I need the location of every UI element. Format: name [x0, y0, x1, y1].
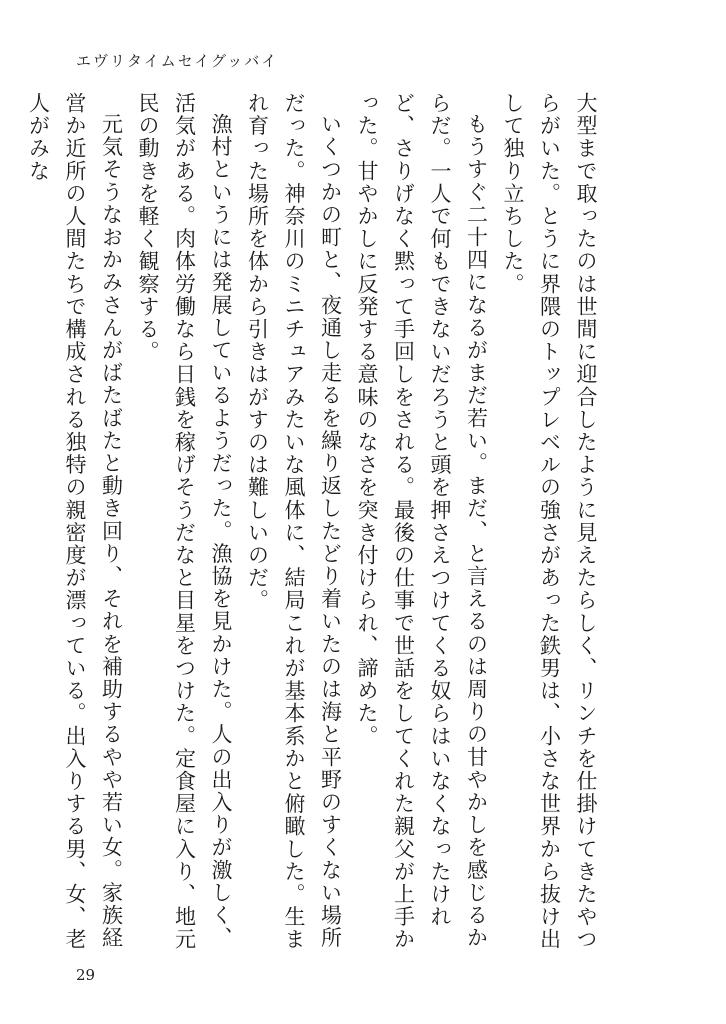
paragraph: 大型まで取ったのは世間に迎合したように見えたらしく、リンチを仕掛けてきたやつらがいた。とうに界隈のトップレベルの強さがあった鉄男は、小さな世界から抜け出して独り立ちした。 [501, 92, 598, 951]
paragraph: 漁村というには発展しているようだった。漁協を見かけた。人の出入りが激しく、活気がある。肉体労働なら日銭を稼げそうだなと目星をつけた。定食屋に入り、地元民の動きを軽く観察する。 [136, 92, 233, 951]
body-text [26, 92, 604, 952]
page-number: 29 [76, 966, 96, 984]
paragraph: 元気そうなおかみさんがばたばたと動き回り、それを補助するやや若い女。家族経営か近所の人間たちで構成される独特の親密度が漂っている。出入りする男、女、老人がみな [26, 92, 124, 951]
paragraph: いくつかの町と、夜通し走るを繰り返したどり着いたのは海と平野のすくない場所だった。神奈川のミニチュアみたいな風体に、結局これが基本系かと俯瞰した。生まれ育った場所を体から引きはがすのは難しいのだ。 [245, 92, 343, 951]
paragraph: もうすぐ二十四になるがまだ若い。まだ、と言えるのは周りの甘やかしを感じるからだ。一人で何もできないだろうと頭を押さえつけてくる奴らはいなくなったけれど、さりげなく黙って手回しをされる。最後の仕事で世話をしてくれた親父が上手かった。甘やかしに反発する意味のなさを突き付けられ、諦めた。 [355, 92, 489, 951]
running-head: エヴリタイムセイグッバイ [76, 52, 279, 70]
